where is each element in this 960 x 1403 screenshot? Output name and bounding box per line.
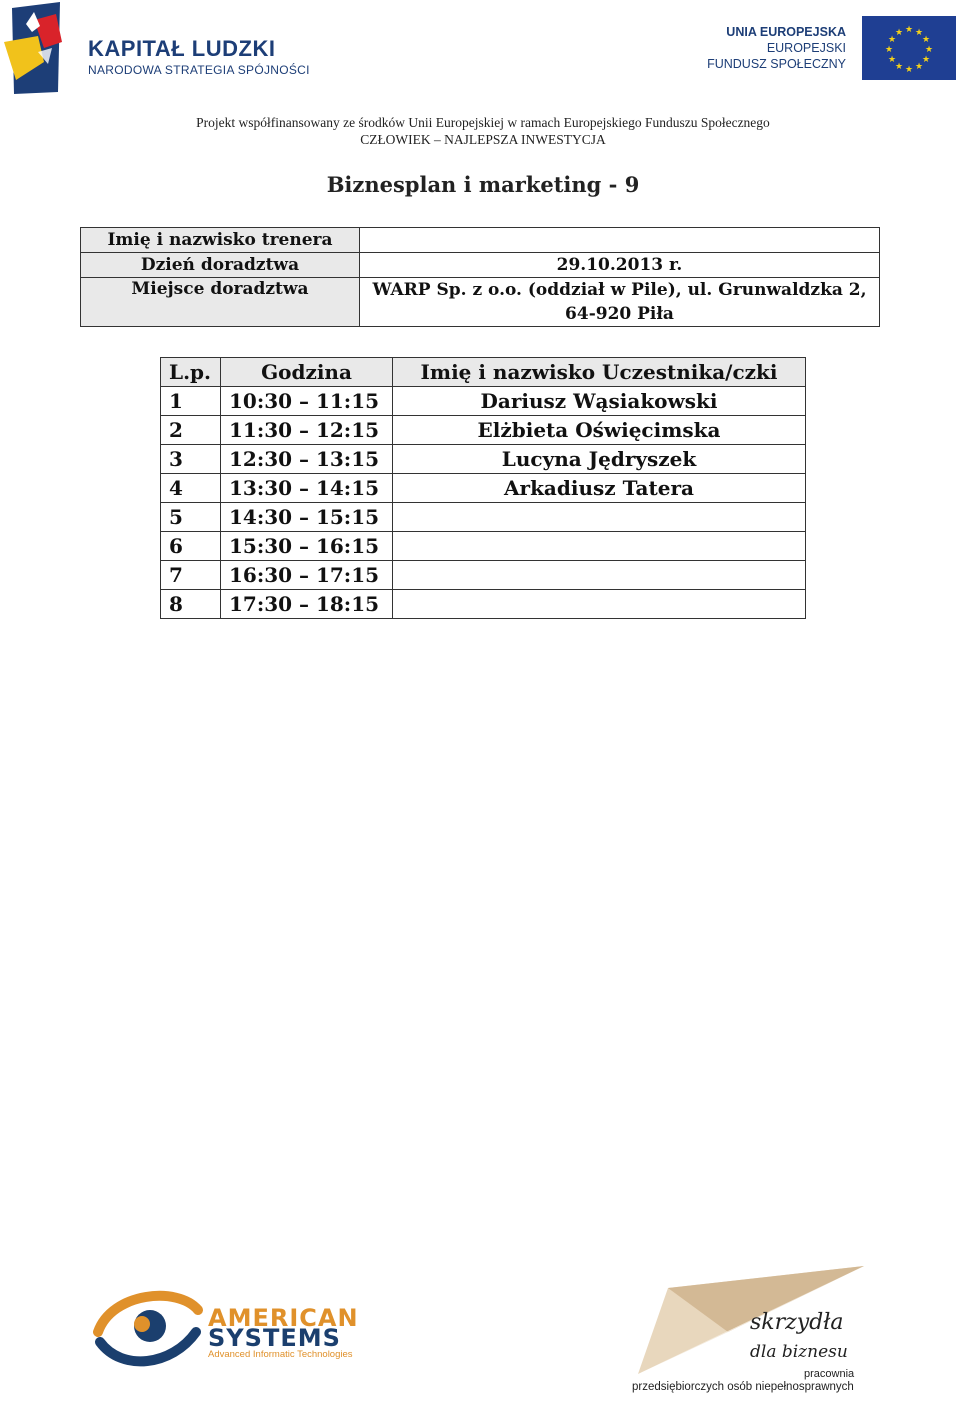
svg-text:★: ★ bbox=[894, 62, 904, 72]
place-value-line-1: WARP Sp. z o.o. (oddział w Pile), ul. Grunwaldzka 2, bbox=[372, 280, 867, 300]
place-value-line-2: 64-920 Piła bbox=[565, 304, 674, 324]
info-table bbox=[80, 227, 880, 327]
row-time: 12:30 – 13:15 bbox=[221, 445, 393, 474]
info-row-place bbox=[81, 278, 880, 327]
kapital-ludzki-title: KAPITAŁ LUDZKI bbox=[88, 36, 276, 61]
row-participant: Dariusz Wąsiakowski bbox=[393, 387, 806, 416]
eu-line-1: UNIA EUROPEJSKA bbox=[726, 25, 846, 39]
american-systems-line-1: AMERICAN bbox=[208, 1304, 359, 1332]
american-systems-logo bbox=[92, 1280, 382, 1370]
date-value: 29.10.2013 r. bbox=[360, 253, 880, 278]
header-lp: L.p. bbox=[161, 358, 221, 387]
svg-text:★: ★ bbox=[921, 55, 931, 65]
row-lp: 4 bbox=[161, 474, 221, 503]
table-row bbox=[161, 532, 806, 561]
kapital-ludzki-emblem-icon bbox=[4, 2, 74, 98]
table-row bbox=[161, 445, 806, 474]
kapital-ludzki-subtitle: NARODOWA STRATEGIA SPÓJNOŚCI bbox=[88, 63, 310, 77]
table-row bbox=[161, 561, 806, 590]
skrzydla-wordmark: skrzydła bbox=[750, 1310, 844, 1335]
eu-flag-icon bbox=[862, 16, 956, 80]
svg-text:★: ★ bbox=[904, 25, 914, 35]
place-label: Miejsce doradztwa bbox=[81, 278, 360, 327]
dla-biznesu-wordmark: dla biznesu bbox=[750, 1342, 848, 1362]
row-lp: 3 bbox=[161, 445, 221, 474]
svg-text:★: ★ bbox=[924, 45, 934, 55]
svg-text:★: ★ bbox=[914, 62, 924, 72]
trainer-value bbox=[360, 228, 880, 253]
funding-line-2: CZŁOWIEK – NAJLEPSZA INWESTYCJA bbox=[360, 132, 606, 147]
table-row bbox=[161, 416, 806, 445]
row-participant bbox=[393, 561, 806, 590]
skrzydla-tagline: przedsiębiorczych osób niepełnosprawnych bbox=[632, 1381, 854, 1393]
row-lp: 7 bbox=[161, 561, 221, 590]
row-time: 13:30 – 14:15 bbox=[221, 474, 393, 503]
table-row bbox=[161, 503, 806, 532]
row-time: 11:30 – 12:15 bbox=[221, 416, 393, 445]
eu-logo bbox=[707, 16, 956, 82]
svg-text:★: ★ bbox=[904, 65, 914, 75]
pracownia-label: pracownia bbox=[804, 1368, 855, 1380]
row-time: 16:30 – 17:15 bbox=[221, 561, 393, 590]
row-time: 17:30 – 18:15 bbox=[221, 590, 393, 619]
svg-text:★: ★ bbox=[884, 45, 894, 55]
funding-line-1: Projekt współfinansowany ze środków Unii Europejskiej w ramach Europejskiego Funduszu Społecznego bbox=[196, 115, 770, 130]
row-participant bbox=[393, 532, 806, 561]
table-row bbox=[161, 590, 806, 619]
svg-text:★: ★ bbox=[921, 35, 931, 45]
row-lp: 6 bbox=[161, 532, 221, 561]
row-time: 14:30 – 15:15 bbox=[221, 503, 393, 532]
row-participant: Elżbieta Oświęcimska bbox=[393, 416, 806, 445]
row-lp: 8 bbox=[161, 590, 221, 619]
svg-text:★: ★ bbox=[887, 55, 897, 65]
svg-text:★: ★ bbox=[914, 28, 924, 38]
row-lp: 1 bbox=[161, 387, 221, 416]
svg-text:★: ★ bbox=[894, 28, 904, 38]
funding-statement bbox=[0, 114, 960, 148]
table-row bbox=[161, 474, 806, 503]
american-systems-tagline: Advanced Informatic Technologies bbox=[208, 1349, 353, 1360]
row-lp: 2 bbox=[161, 416, 221, 445]
header-participant: Imię i nazwisko Uczestnika/czki bbox=[393, 358, 806, 387]
date-label: Dzień doradztwa bbox=[81, 253, 360, 278]
eu-logo-text bbox=[707, 24, 846, 72]
row-participant: Arkadiusz Tatera bbox=[393, 474, 806, 503]
kapital-ludzki-logo bbox=[4, 2, 310, 98]
info-row-date bbox=[81, 253, 880, 278]
row-lp: 5 bbox=[161, 503, 221, 532]
header-time: Godzina bbox=[221, 358, 393, 387]
schedule-table bbox=[160, 357, 806, 619]
svg-text:★: ★ bbox=[887, 35, 897, 45]
row-participant: Lucyna Jędryszek bbox=[393, 445, 806, 474]
row-participant bbox=[393, 503, 806, 532]
table-row bbox=[161, 387, 806, 416]
place-value bbox=[360, 278, 880, 327]
trainer-label: Imię i nazwisko trenera bbox=[81, 228, 360, 253]
document-title: Biznesplan i marketing - 9 bbox=[326, 172, 640, 197]
eu-line-3: FUNDUSZ SPOŁECZNY bbox=[707, 57, 846, 71]
skrzydla-logo bbox=[628, 1262, 868, 1402]
row-time: 10:30 – 11:15 bbox=[221, 387, 393, 416]
row-participant bbox=[393, 590, 806, 619]
american-systems-line-2: SYSTEMS bbox=[208, 1324, 341, 1352]
info-row-trainer bbox=[81, 228, 880, 253]
row-time: 15:30 – 16:15 bbox=[221, 532, 393, 561]
eye-emblem-icon bbox=[92, 1280, 204, 1370]
schedule-header-row bbox=[161, 358, 806, 387]
eu-line-2: EUROPEJSKI bbox=[766, 41, 846, 55]
